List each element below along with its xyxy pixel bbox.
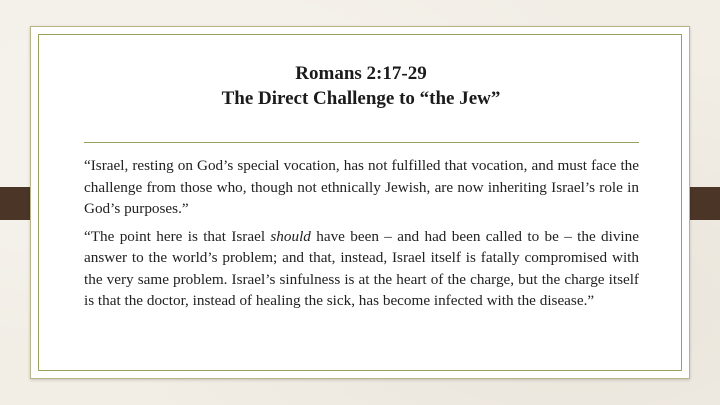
- quote-2-part-2: have been – and had been called to be – the divine answer to the world’s problem; and that, instead, Israel itself is fatally compromised with the very same problem. Israel’s sinfulness is at the heart of the charge, but the charge itself is that the doctor, instead of healing the sick, has become infected with the disease.”: [84, 227, 639, 309]
- title-reference: Romans 2:17-29: [295, 63, 427, 84]
- slide-body: [84, 155, 639, 318]
- title-divider: [84, 142, 639, 143]
- quote-paragraph-2: [84, 226, 639, 312]
- quote-2-emphasis: should: [270, 227, 311, 245]
- slide-card: [30, 26, 690, 379]
- title-subtitle: The Direct Challenge to “the Jew”: [221, 88, 501, 109]
- quote-2-part-1: “The point here is that Israel: [84, 227, 271, 245]
- slide-title: [31, 61, 691, 111]
- quote-paragraph-1: “Israel, resting on God’s special vocation, has not fulfilled that vocation, and must face the challenge from those who, though not ethnically Jewish, are now inheriting Israel’s role in God’s purposes.”: [84, 157, 639, 217]
